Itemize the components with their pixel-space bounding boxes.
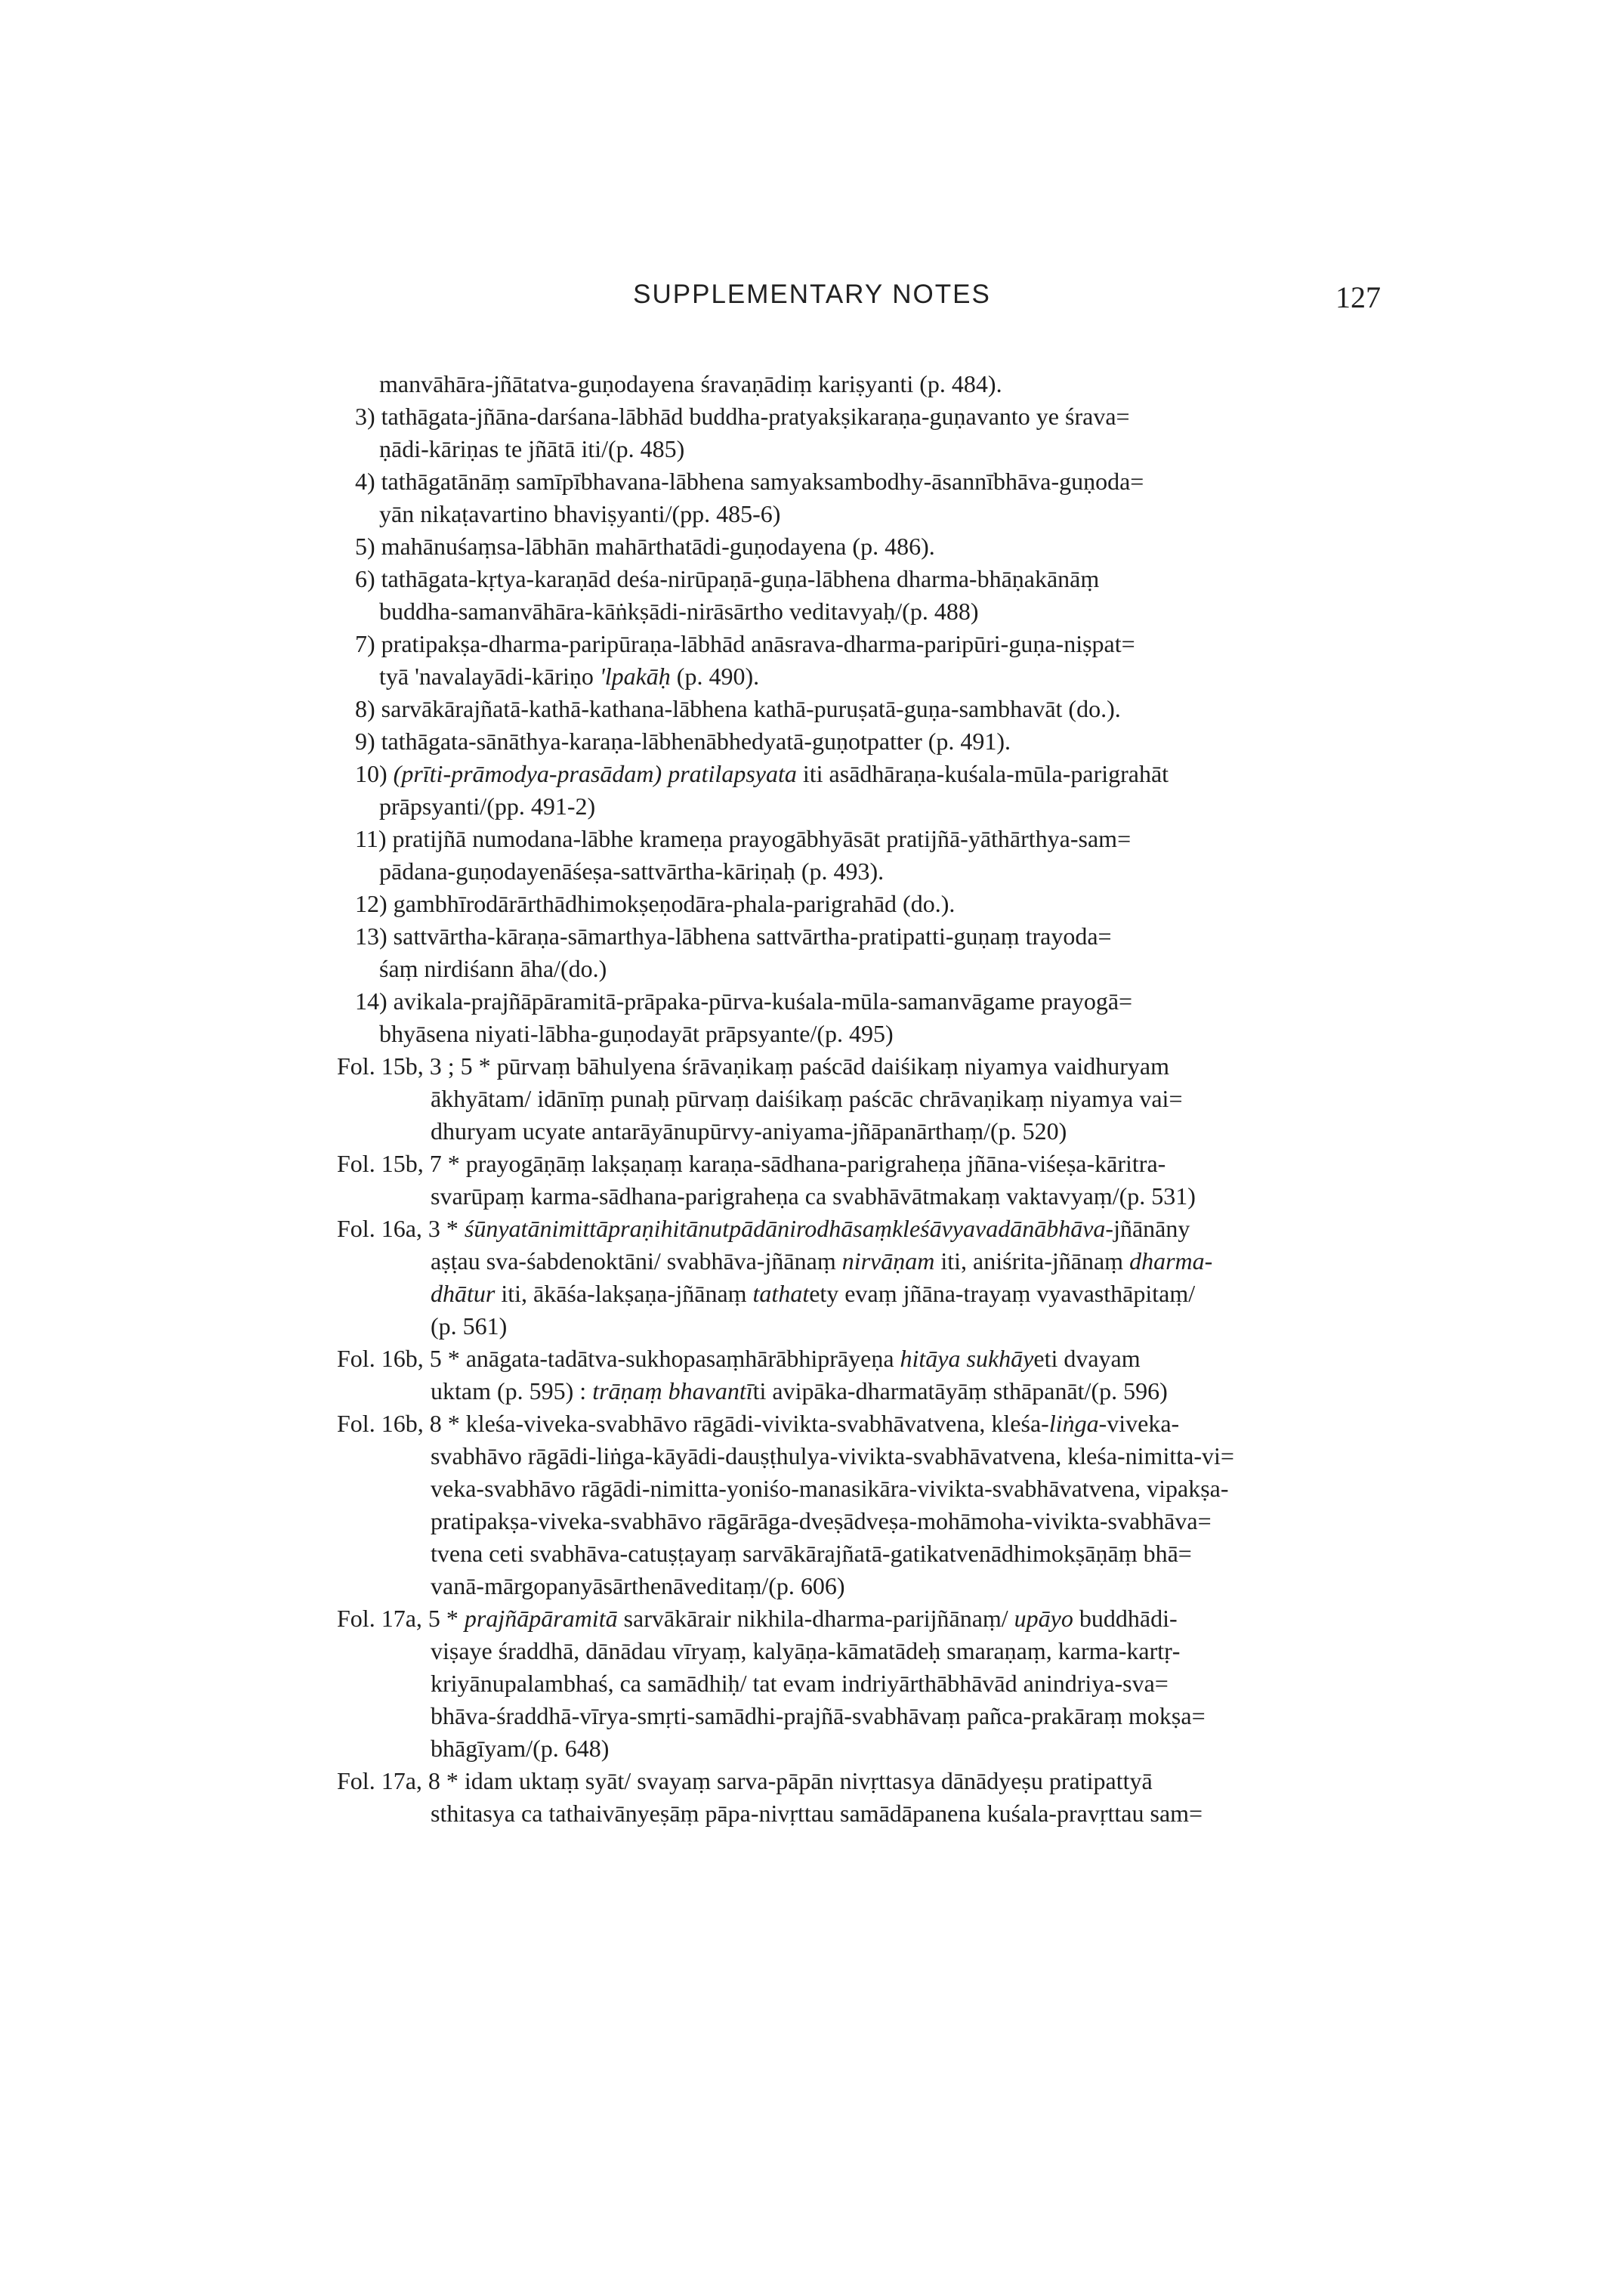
folio-note-line: svabhāvo rāgādi-liṅga-kāyādi-dauṣṭhulya-vivikta-svabhāvatvena, kleśa-nimitta-vi= bbox=[431, 1442, 1234, 1469]
page-header bbox=[0, 280, 1624, 317]
folio-note-line: dhātur iti, ākāśa-lakṣaṇa-jñānaṃ tathatety evaṃ jñāna-trayaṃ vyavasthāpitaṃ/ bbox=[431, 1280, 1196, 1307]
folio-note-line: sthitasya ca tathaivānyeṣāṃ pāpa-nivṛttau samādāpanena kuśala-pravṛttau sam= bbox=[431, 1800, 1203, 1827]
folio-note-line: Fol. 16a, 3 * śūnyatānimittāpraṇihitānutpādānirodhāsaṃkleśāvyavadānābhāva-jñānāny bbox=[337, 1215, 1190, 1242]
folio-note-line: Fol. 16b, 8 * kleśa-viveka-svabhāvo rāgādi-vivikta-svabhāvatvena, kleśa-liṅga-viveka- bbox=[337, 1410, 1180, 1437]
folio-note-line: ākhyātam/ idānīṃ punaḥ pūrvaṃ daiśikaṃ paścāc chrāvaṇikaṃ niyamya vai= bbox=[431, 1085, 1183, 1112]
folio-note-line: Fol. 15b, 7 * prayogāṇāṃ lakṣaṇaṃ karaṇa-sādhana-parigraheṇa jñāna-viśeṣa-kāritra- bbox=[337, 1150, 1166, 1177]
folio-note-line: bhāgīyam/(p. 648) bbox=[431, 1735, 610, 1762]
folio-note-line: vanā-mārgopanyāsārthenāveditaṃ/(p. 606) bbox=[431, 1572, 845, 1599]
folio-note-line: aṣṭau sva-śabdenoktāni/ svabhāva-jñānaṃ nirvāṇam iti, aniśrita-jñānaṃ dharma- bbox=[431, 1247, 1213, 1275]
folio-note-line: viṣaye śraddhā, dānādau vīryaṃ, kalyāṇa-kāmatādeḥ smaraṇaṃ, karma-kartṛ- bbox=[431, 1637, 1181, 1664]
numbered-note-line: 10) (prīti-prāmodya-prasādam) pratilapsyata iti asādhāraṇa-kuśala-mūla-parigrahāt bbox=[355, 760, 1169, 787]
folio-note-line: Fol. 17a, 5 * prajñāpāramitā sarvākārair nikhila-dharma-parijñānaṃ/ upāyo buddhādi- bbox=[337, 1605, 1178, 1632]
numbered-note-line: pādana-guṇodayenāśeṣa-sattvārtha-kāriṇaḥ (p. 493). bbox=[379, 858, 885, 885]
folio-note-line: svarūpaṃ karma-sādhana-parigraheṇa ca svabhāvātmakaṃ vaktavyaṃ/(p. 531) bbox=[431, 1182, 1196, 1210]
numbered-note-line: 8) sarvākārajñatā-kathā-kathana-lābhena kathā-puruṣatā-guṇa-sambhavāt (do.). bbox=[355, 695, 1121, 722]
numbered-note-line: 3) tathāgata-jñāna-darśana-lābhād buddha-pratyakṣikaraṇa-guṇavanto ye śrava= bbox=[355, 403, 1130, 430]
numbered-note-line: 4) tathāgatānāṃ samīpībhavana-lābhena samyaksambodhy-āsannībhāva-guṇoda= bbox=[355, 468, 1144, 495]
page-number: 127 bbox=[1335, 280, 1381, 314]
numbered-note-line: manvāhāra-jñātatva-guṇodayena śravaṇādiṃ kariṣyanti (p. 484). bbox=[379, 370, 1002, 397]
folio-note-line: veka-svabhāvo rāgādi-nimitta-yoniśo-manasikāra-vivikta-svabhāvatvena, vipakṣa- bbox=[431, 1475, 1229, 1502]
numbered-note-line: 9) tathāgata-sānāthya-karaṇa-lābhenābhedyatā-guṇotpatter (p. 491). bbox=[355, 728, 1011, 755]
numbered-note-line: 5) mahānuśaṃsa-lābhān mahārthatādi-guṇodayena (p. 486). bbox=[355, 533, 935, 560]
folio-note-line: Fol. 16b, 5 * anāgata-tadātva-sukhopasaṃhārābhiprāyeṇa hitāya sukhāyeti dvayam bbox=[337, 1345, 1141, 1372]
numbered-note-line: 12) gambhīrodārārthādhimokṣeṇodāra-phala-parigrahād (do.). bbox=[355, 890, 956, 917]
numbered-note-line: prāpsyanti/(pp. 491-2) bbox=[379, 793, 596, 820]
numbered-note-line: ṇādi-kāriṇas te jñātā iti/(p. 485) bbox=[379, 435, 685, 462]
folio-note-line: dhuryam ucyate antarāyānupūrvy-aniyama-jñāpanārthaṃ/(p. 520) bbox=[431, 1117, 1067, 1145]
folio-note-line: Fol. 17a, 8 * idam uktaṃ syāt/ svayaṃ sarva-pāpān nivṛttasya dānādyeṣu pratipattyā bbox=[337, 1767, 1153, 1794]
numbered-note-line: 14) avikala-prajñāpāramitā-prāpaka-pūrva-kuśala-mūla-samanvāgame prayogā= bbox=[355, 987, 1133, 1015]
folio-note-line: uktam (p. 595) : trāṇaṃ bhavantīti avipāka-dharmatāyāṃ sthāpanāt/(p. 596) bbox=[431, 1377, 1168, 1404]
numbered-note-line: 13) sattvārtha-kāraṇa-sāmarthya-lābhena sattvārtha-pratipatti-guṇaṃ trayoda= bbox=[355, 922, 1112, 950]
folio-note-line: (p. 561) bbox=[431, 1312, 508, 1340]
numbered-note-line: 7) pratipakṣa-dharma-paripūraṇa-lābhād anāsrava-dharma-paripūri-guṇa-niṣpat= bbox=[355, 630, 1135, 657]
folio-note-line: pratipakṣa-viveka-svabhāvo rāgārāga-dveṣādveṣa-mohāmoha-vivikta-svabhāva= bbox=[431, 1507, 1212, 1534]
folio-note-line: tvena ceti svabhāva-catuṣṭayaṃ sarvākārajñatā-gatikatvenādhimokṣāṇāṃ bhā= bbox=[431, 1540, 1192, 1567]
notes-body bbox=[337, 368, 1621, 1830]
folio-note-line: kriyānupalambhaś, ca samādhiḥ/ tat evam indriyārthābhāvād anindriya-sva= bbox=[431, 1670, 1169, 1697]
numbered-note-line: tyā 'navalayādi-kāriṇo 'lpakāḥ (p. 490). bbox=[379, 663, 760, 690]
numbered-note-line: yān nikaṭavartino bhaviṣyanti/(pp. 485-6) bbox=[379, 500, 781, 527]
folio-note-line: Fol. 15b, 3 ; 5 * pūrvaṃ bāhulyena śrāvaṇikaṃ paścād daiśikaṃ niyamya vaidhuryam bbox=[337, 1052, 1169, 1080]
numbered-note-line: śaṃ nirdiśann āha/(do.) bbox=[379, 955, 607, 982]
numbered-note-line: 6) tathāgata-kṛtya-karaṇād deśa-nirūpaṇā-guṇa-lābhena dharma-bhāṇakānāṃ bbox=[355, 565, 1100, 592]
numbered-note-line: buddha-samanvāhāra-kāṅkṣādi-nirāsārtho veditavyaḥ/(p. 488) bbox=[379, 598, 979, 625]
running-title: SUPPLEMENTARY NOTES bbox=[633, 280, 991, 309]
numbered-note-line: bhyāsena niyati-lābha-guṇodayāt prāpsyante/(p. 495) bbox=[379, 1020, 894, 1047]
folio-note-line: bhāva-śraddhā-vīrya-smṛti-samādhi-prajñā-svabhāvaṃ pañca-prakāraṃ mokṣa= bbox=[431, 1702, 1206, 1729]
numbered-note-line: 11) pratijñā numodana-lābhe krameṇa prayogābhyāsāt pratijñā-yāthārthya-sam= bbox=[355, 825, 1132, 852]
